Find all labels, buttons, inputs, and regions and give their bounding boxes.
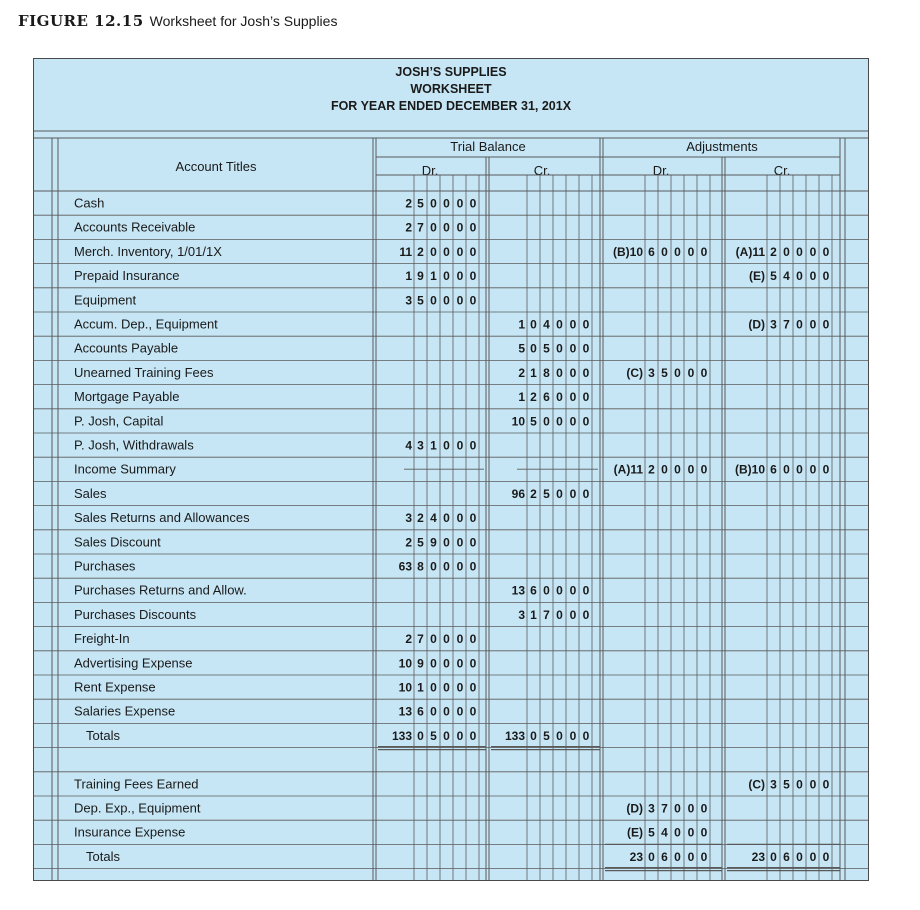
account-title: Freight-In [74, 631, 130, 647]
digit: 0 [674, 365, 681, 380]
digit-cents: 0 [456, 704, 464, 719]
digit: 8 [543, 365, 550, 380]
digit: 0 [443, 511, 450, 526]
account-title: Accounts Receivable [74, 219, 196, 235]
digit-cents: 0 [687, 244, 695, 259]
digit: 9 [430, 535, 437, 550]
leading-digits: 2 [405, 220, 412, 235]
digit: 6 [783, 849, 790, 864]
digit-cents: 0 [700, 244, 708, 259]
digit-cents: 0 [569, 486, 577, 501]
digit-cents: 0 [469, 196, 477, 211]
digit-cents: 0 [456, 269, 464, 284]
digit: 0 [443, 269, 450, 284]
leading-digits: (C) [748, 777, 765, 792]
digit: 5 [417, 535, 424, 550]
digit: 0 [417, 728, 424, 743]
digit-cents: 0 [569, 317, 577, 332]
digit: 4 [543, 317, 550, 332]
digit: 5 [648, 825, 655, 840]
digit-cents: 0 [687, 462, 695, 477]
digit: 0 [430, 220, 437, 235]
digit: 0 [430, 293, 437, 308]
digit-cents: 0 [700, 365, 708, 380]
digit-cents: 0 [456, 559, 464, 574]
digit-cents: 0 [700, 801, 708, 816]
leading-digits: 133 [504, 728, 525, 743]
digit-cents: 0 [456, 196, 464, 211]
account-title: Training Fees Earned [74, 776, 199, 792]
leading-digits: (B)10 [734, 462, 765, 477]
digit-cents: 0 [687, 801, 695, 816]
digit: 0 [796, 849, 803, 864]
digit-cents: 0 [456, 656, 464, 671]
leading-digits: 10 [511, 414, 525, 429]
digit: 3 [417, 438, 424, 453]
digit: 2 [770, 244, 777, 259]
digit: 3 [770, 777, 777, 792]
digit-cents: 0 [456, 293, 464, 308]
digit: 5 [430, 728, 437, 743]
digit: 0 [556, 607, 563, 622]
leading-digits: 23 [751, 849, 765, 864]
digit: 0 [443, 535, 450, 550]
leading-digits: (D) [626, 801, 643, 816]
digit-cents: 0 [469, 680, 477, 695]
account-title: Purchases Returns and Allow. [74, 582, 247, 598]
account-title: Cash [74, 195, 105, 211]
leading-digits: 10 [398, 680, 412, 695]
leading-digits: 23 [629, 849, 643, 864]
digit-cents: 0 [569, 583, 577, 598]
digit: 0 [783, 244, 790, 259]
leading-digits: (E) [627, 825, 643, 840]
digit-cents: 0 [582, 365, 590, 380]
adj-cr-header: Cr. [773, 163, 791, 178]
digit: 5 [543, 728, 550, 743]
leading-digits: (C) [626, 365, 643, 380]
digit: 1 [530, 607, 537, 622]
digit-cents: 0 [569, 390, 577, 405]
digit: 0 [443, 293, 450, 308]
digit: 0 [661, 244, 668, 259]
digit: 1 [430, 269, 437, 284]
digit-cents: 0 [456, 438, 464, 453]
digit: 0 [556, 317, 563, 332]
digit: 7 [417, 632, 424, 647]
leading-digits: (A)11 [735, 244, 765, 259]
figure-label: FIGURE 12.15 [18, 12, 144, 30]
digit-cents: 0 [456, 680, 464, 695]
digit: 0 [443, 704, 450, 719]
account-title: Accum. Dep., Equipment [74, 316, 218, 332]
account-title: Mortgage Payable [74, 389, 180, 405]
digit: 0 [530, 728, 537, 743]
account-title: P. Josh, Withdrawals [74, 437, 194, 453]
document-title: WORKSHEET [410, 82, 492, 96]
digit-cents: 0 [469, 728, 477, 743]
adjustments-header: Adjustments [686, 139, 758, 154]
company-name: JOSH’S SUPPLIES [395, 65, 507, 79]
digit: 0 [543, 414, 550, 429]
digit: 6 [417, 704, 424, 719]
digit-cents: 0 [822, 244, 830, 259]
digit: 8 [417, 559, 424, 574]
digit: 9 [417, 656, 424, 671]
digit: 0 [674, 849, 681, 864]
account-title: Merch. Inventory, 1/01/1X [74, 243, 222, 259]
digit: 0 [443, 632, 450, 647]
digit-cents: 0 [569, 728, 577, 743]
digit: 0 [430, 656, 437, 671]
digit-cents: 0 [809, 317, 817, 332]
digit-cents: 0 [456, 511, 464, 526]
leading-digits: 63 [398, 559, 412, 574]
digit-cents: 0 [822, 777, 830, 792]
digit: 0 [796, 269, 803, 284]
digit: 0 [443, 220, 450, 235]
digit: 6 [543, 390, 550, 405]
digit: 1 [417, 680, 424, 695]
digit: 5 [543, 486, 550, 501]
tb-cr-header: Cr. [533, 163, 551, 178]
digit-cents: 0 [469, 632, 477, 647]
leading-digits: (A)11 [613, 462, 643, 477]
leading-digits: 10 [398, 656, 412, 671]
digit-cents: 0 [469, 220, 477, 235]
digit-cents: 0 [469, 244, 477, 259]
account-title: Dep. Exp., Equipment [74, 800, 201, 816]
digit-cents: 0 [582, 414, 590, 429]
account-title: Equipment [74, 292, 137, 308]
digit-cents: 0 [582, 583, 590, 598]
digit: 0 [674, 244, 681, 259]
digit: 0 [661, 462, 668, 477]
digit: 7 [661, 801, 668, 816]
account-title: Totals [86, 727, 120, 743]
account-titles-header: Account Titles [175, 159, 257, 174]
digit: 5 [417, 293, 424, 308]
digit-cents: 0 [469, 269, 477, 284]
digit: 0 [430, 196, 437, 211]
digit: 0 [443, 438, 450, 453]
account-title: Accounts Payable [74, 340, 179, 356]
digit: 0 [770, 849, 777, 864]
digit: 5 [417, 196, 424, 211]
digit: 5 [783, 777, 790, 792]
digit-cents: 0 [469, 656, 477, 671]
account-title: Sales Returns and Allowances [74, 510, 250, 526]
digit: 0 [556, 341, 563, 356]
digit-cents: 0 [809, 849, 817, 864]
trial-balance-header: Trial Balance [450, 139, 526, 154]
digit-cents: 0 [456, 535, 464, 550]
digit-cents: 0 [822, 849, 830, 864]
digit: 0 [648, 849, 655, 864]
digit: 6 [530, 583, 537, 598]
leading-digits: 1 [405, 269, 412, 284]
digit-cents: 0 [700, 462, 708, 477]
adj-dr-header: Dr. [652, 163, 670, 178]
leading-digits: 2 [405, 535, 412, 550]
leading-digits: 3 [518, 607, 525, 622]
tb-dr-header: Dr. [421, 163, 439, 178]
digit: 0 [556, 390, 563, 405]
digit-cents: 0 [687, 825, 695, 840]
digit-cents: 0 [687, 365, 695, 380]
digit-cents: 0 [469, 704, 477, 719]
digit-cents: 0 [822, 269, 830, 284]
leading-digits: 3 [405, 293, 412, 308]
account-title: Advertising Expense [74, 655, 193, 671]
digit: 0 [443, 244, 450, 259]
account-title: Sales Discount [74, 534, 161, 550]
digit: 7 [543, 607, 550, 622]
digit: 0 [430, 559, 437, 574]
digit: 2 [417, 244, 424, 259]
digit: 3 [648, 801, 655, 816]
digit: 0 [556, 583, 563, 598]
leading-digits: 1 [518, 317, 525, 332]
digit: 7 [783, 317, 790, 332]
account-title: P. Josh, Capital [74, 413, 164, 429]
digit: 5 [543, 341, 550, 356]
leading-digits: (D) [748, 317, 765, 332]
digit: 9 [417, 269, 424, 284]
digit-cents: 0 [822, 462, 830, 477]
digit: 3 [770, 317, 777, 332]
leading-digits: 13 [398, 704, 412, 719]
digit-cents: 0 [809, 462, 817, 477]
leading-digits: 5 [518, 341, 525, 356]
leading-digits: 4 [405, 438, 412, 453]
leading-digits: (E) [749, 269, 765, 284]
digit: 0 [674, 462, 681, 477]
digit-cents: 0 [700, 849, 708, 864]
digit: 7 [417, 220, 424, 235]
digit: 0 [530, 317, 537, 332]
digit-cents: 0 [456, 244, 464, 259]
account-title: Insurance Expense [74, 824, 186, 840]
digit-cents: 0 [582, 486, 590, 501]
digit: 1 [530, 365, 537, 380]
digit-cents: 0 [569, 414, 577, 429]
digit: 0 [530, 341, 537, 356]
digit-cents: 0 [456, 728, 464, 743]
digit-cents: 0 [469, 511, 477, 526]
digit-cents: 0 [569, 365, 577, 380]
leading-digits: 133 [391, 728, 412, 743]
digit-cents: 0 [809, 777, 817, 792]
account-title: Income Summary [74, 461, 176, 477]
digit: 6 [661, 849, 668, 864]
leading-digits: 2 [518, 365, 525, 380]
digit: 0 [796, 777, 803, 792]
digit-cents: 0 [569, 341, 577, 356]
account-title: Sales [74, 485, 107, 501]
digit-cents: 0 [582, 341, 590, 356]
figure-title: Worksheet for Josh’s Supplies [149, 13, 338, 29]
leading-digits: (B)10 [612, 244, 643, 259]
account-title: Purchases Discounts [74, 606, 197, 622]
digit: 5 [530, 414, 537, 429]
digit-cents: 0 [456, 632, 464, 647]
digit: 0 [556, 728, 563, 743]
digit: 6 [770, 462, 777, 477]
account-title: Rent Expense [74, 679, 156, 695]
digit: 0 [796, 317, 803, 332]
digit: 0 [543, 583, 550, 598]
leading-digits: 3 [405, 511, 412, 526]
digit: 0 [674, 825, 681, 840]
digit-cents: 0 [822, 317, 830, 332]
leading-digits: 13 [511, 583, 525, 598]
digit: 0 [674, 801, 681, 816]
digit-cents: 0 [469, 535, 477, 550]
digit-cents: 0 [569, 607, 577, 622]
digit: 0 [556, 365, 563, 380]
account-title: Purchases [74, 558, 136, 574]
digit: 4 [430, 511, 437, 526]
digit: 0 [430, 680, 437, 695]
digit: 0 [556, 486, 563, 501]
digit: 0 [443, 728, 450, 743]
digit: 0 [443, 559, 450, 574]
digit: 0 [443, 656, 450, 671]
digit: 0 [796, 462, 803, 477]
account-title: Prepaid Insurance [74, 268, 180, 284]
digit-cents: 0 [582, 317, 590, 332]
digit: 5 [770, 269, 777, 284]
digit-cents: 0 [582, 607, 590, 622]
leading-digits: 2 [405, 196, 412, 211]
account-title: Unearned Training Fees [74, 364, 214, 380]
worksheet [33, 58, 869, 881]
digit-cents: 0 [700, 825, 708, 840]
period-line: FOR YEAR ENDED DECEMBER 31, 201X [330, 99, 572, 113]
digit: 2 [648, 462, 655, 477]
digit-cents: 0 [809, 269, 817, 284]
digit-cents: 0 [687, 849, 695, 864]
digit: 6 [648, 244, 655, 259]
leading-digits: 11 [399, 244, 412, 259]
digit-cents: 0 [456, 220, 464, 235]
digit-cents: 0 [469, 293, 477, 308]
digit: 0 [430, 632, 437, 647]
digit: 0 [443, 680, 450, 695]
digit-cents: 0 [809, 244, 817, 259]
digit: 2 [530, 486, 537, 501]
digit: 0 [443, 196, 450, 211]
digit-cents: 0 [469, 559, 477, 574]
account-title: Totals [86, 848, 120, 864]
digit: 2 [417, 511, 424, 526]
digit: 0 [783, 462, 790, 477]
digit: 1 [430, 438, 437, 453]
leading-digits: 2 [405, 632, 412, 647]
digit: 0 [430, 244, 437, 259]
digit: 5 [661, 365, 668, 380]
account-title: Salaries Expense [74, 703, 176, 719]
digit: 0 [430, 704, 437, 719]
digit-cents: 0 [582, 390, 590, 405]
worksheet-grid [34, 59, 868, 880]
digit: 2 [530, 390, 537, 405]
leading-digits: 1 [518, 390, 525, 405]
leading-digits: 96 [511, 486, 525, 501]
digit: 0 [556, 414, 563, 429]
digit: 3 [648, 365, 655, 380]
digit: 0 [796, 244, 803, 259]
digit-cents: 0 [469, 438, 477, 453]
digit: 4 [661, 825, 668, 840]
digit-cents: 0 [582, 728, 590, 743]
digit: 4 [783, 269, 790, 284]
figure-caption [18, 12, 337, 30]
